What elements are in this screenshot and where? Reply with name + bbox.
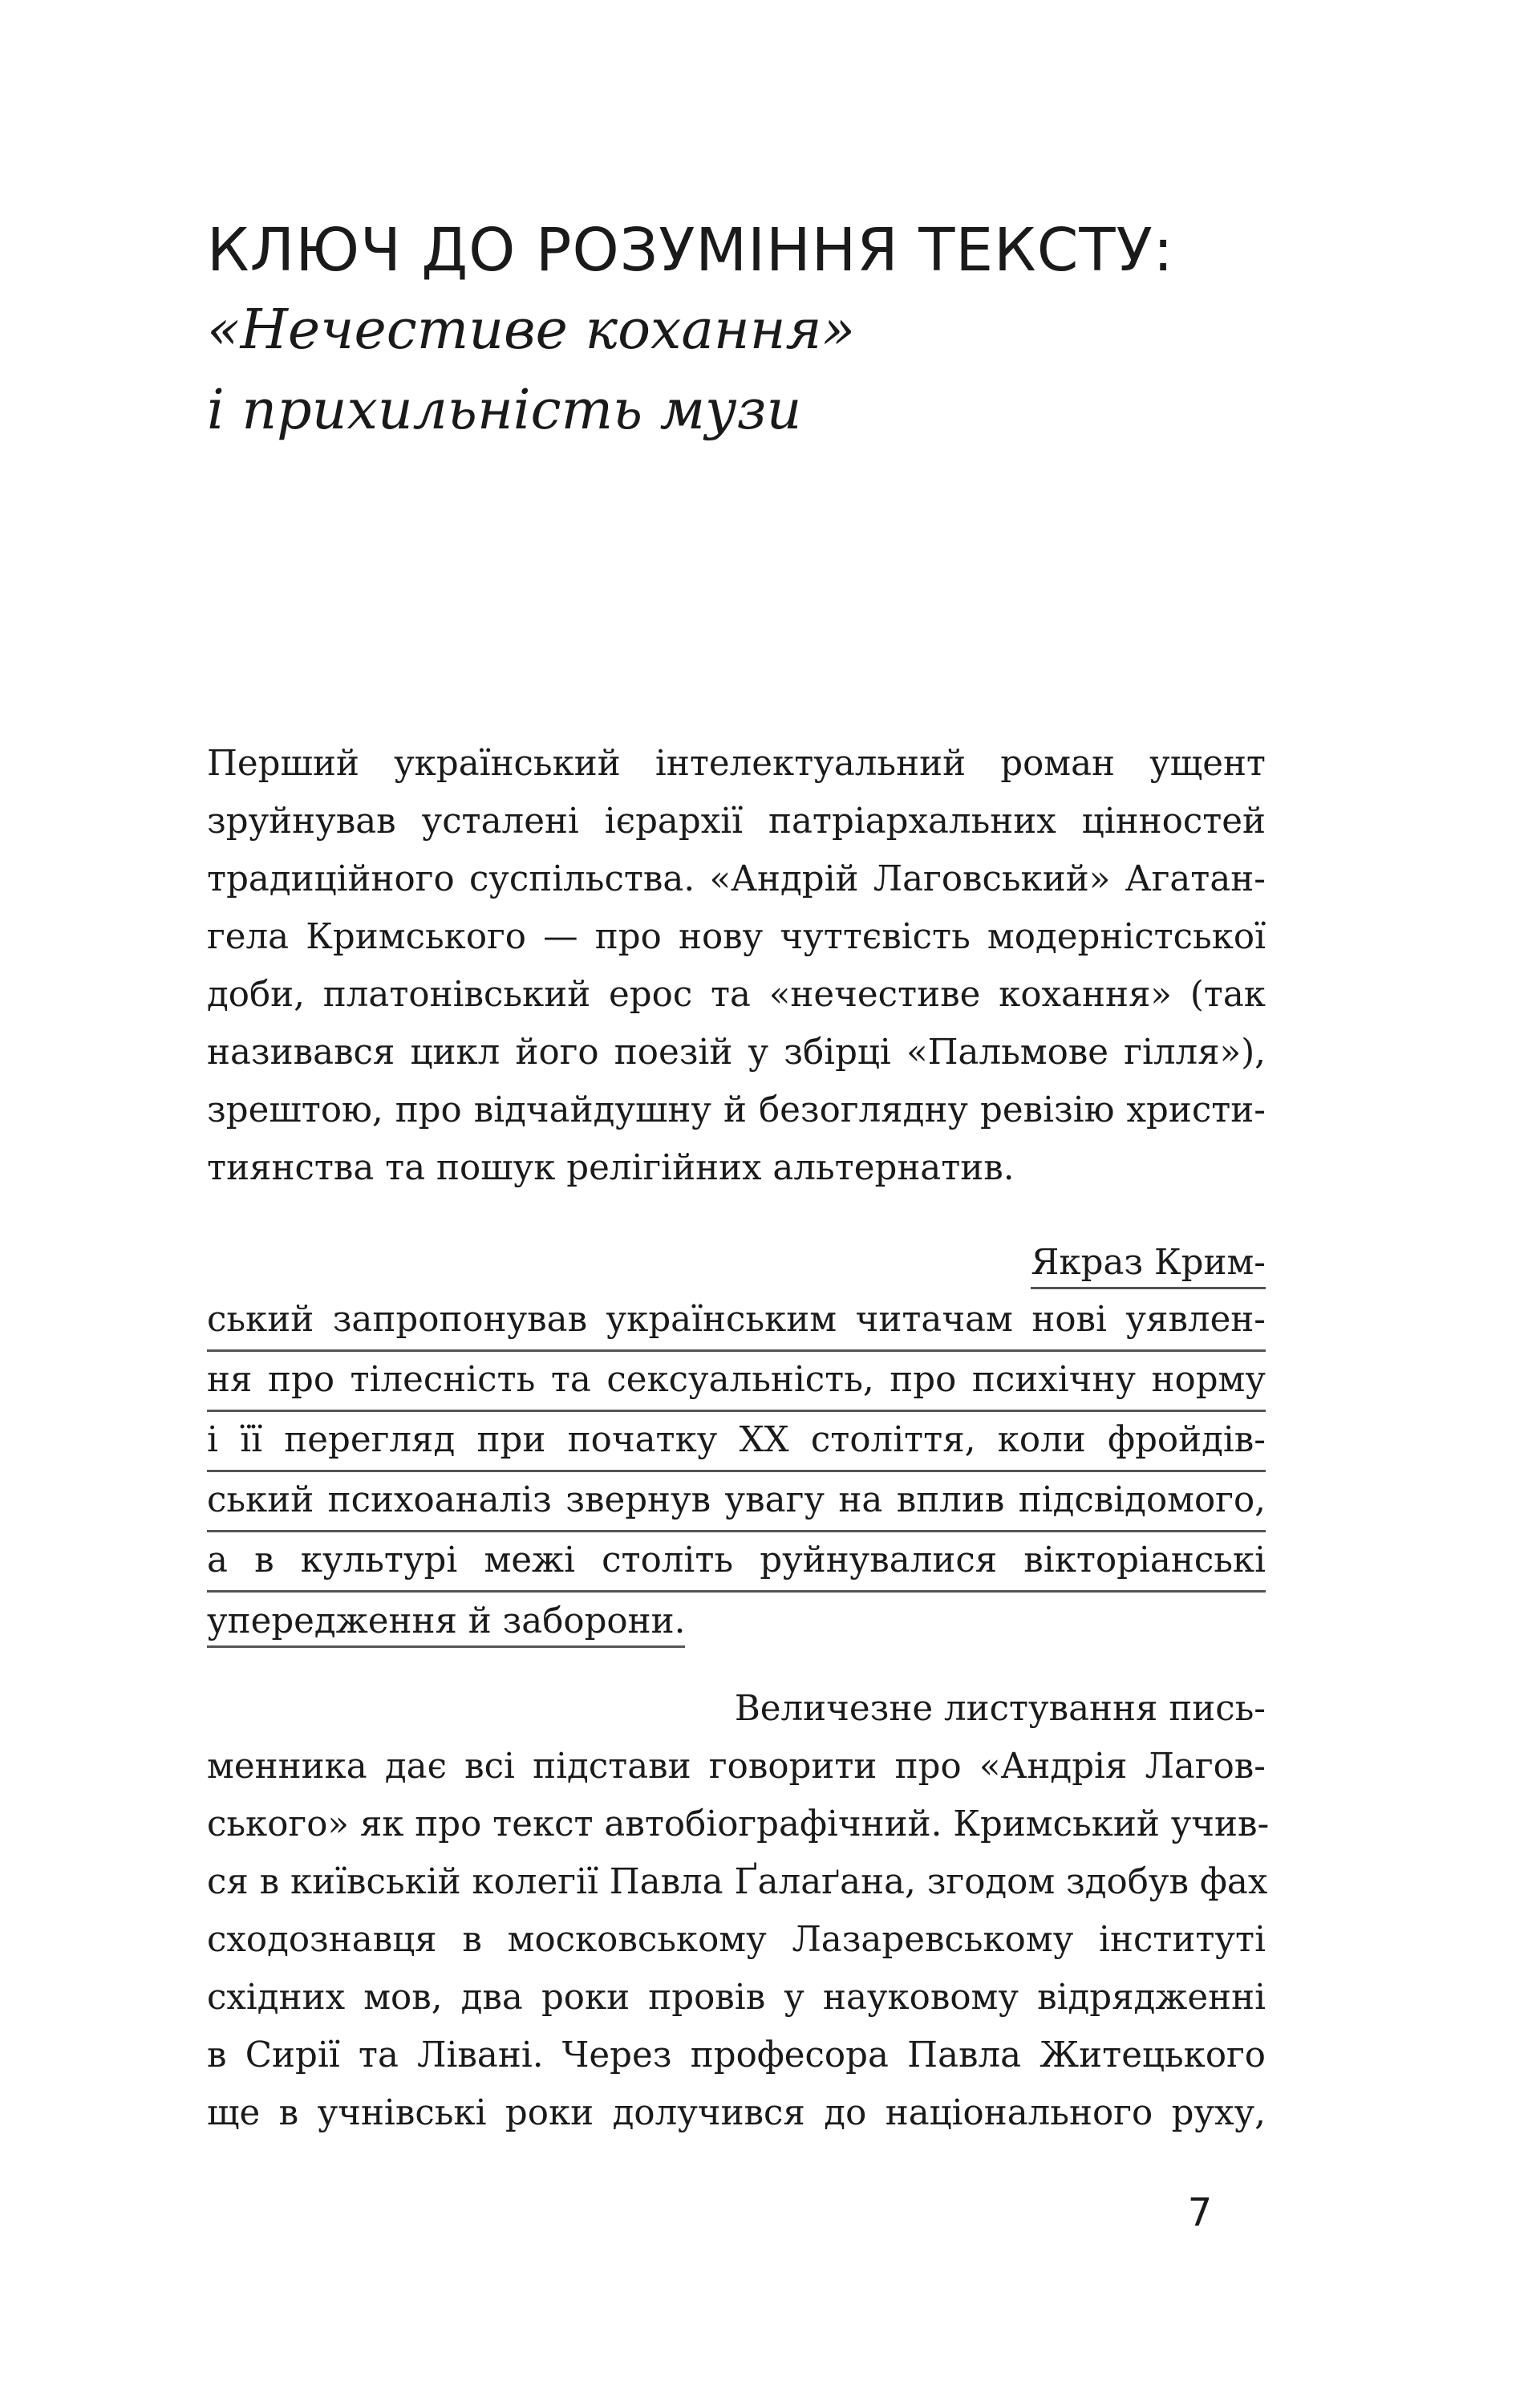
chapter-title (207, 210, 1346, 451)
text-line: зруйнував усталені ієрархії патріархальних цінностей (207, 801, 1266, 842)
text-line: ського» як про текст автобіографічний. Кримський учив- (207, 1804, 1270, 1844)
underlined-line: а в культурі межі століть руйнувалися вікторіанські (207, 1532, 1266, 1593)
paragraph-3 (207, 1680, 1270, 2142)
text-line: доби, платонівський ерос та «нечестиве кохання» (так (207, 975, 1266, 1015)
paragraph-2-underlined-passage (207, 1234, 1266, 1650)
text-line: Перший український інтелектуальний роман ущент (207, 744, 1266, 784)
text-line: ся в київській колегії Павла Ґалаґана, згодом здобув фах (207, 1862, 1268, 1902)
text-line: менника дає всі підстави говорити про «Андрія Лагов- (207, 1747, 1266, 1787)
text-line: сходознавця в московському Лазаревському інституті (207, 1920, 1266, 1960)
text-line: називався цикл його поезій у збірці «Пальмове гілля»), (207, 1033, 1266, 1073)
underlined-text: упередження й заборони. (207, 1597, 685, 1648)
underlined-line: ський психоаналіз звернув увагу на вплив підсвідомого, (207, 1472, 1266, 1532)
text-line: ще в учнівські роки долучився до національного руху, (207, 2093, 1266, 2133)
underlined-text: Якраз Крим- (1031, 1239, 1266, 1289)
underlined-line: ня про тілесність та сексуальність, про психічну норму (207, 1352, 1266, 1412)
underlined-line: ський запропонував українським читачам нові уявлен- (207, 1292, 1266, 1352)
underlined-line: і її перегляд при початку ХХ століття, коли фройдів- (207, 1412, 1266, 1472)
text-line: зрештою, про відчайдушну й безоглядну ревізію христи- (207, 1090, 1266, 1130)
chapter-title-line-3: і прихильність музи (207, 379, 802, 442)
page-number: 7 (1187, 2190, 1213, 2235)
text-line: Величезне листування пись- (734, 1689, 1266, 1729)
text-line: традиційного суспільства. «Андрій Лаговський» Агатан- (207, 859, 1266, 899)
text-line: східних мов, два роки провів у науковому відрядженні (207, 1978, 1266, 2018)
text-line (207, 1593, 1266, 1650)
text-line: в Сирії та Лівані. Через професора Павла Житецького (207, 2035, 1266, 2075)
chapter-title-line-1: КЛЮЧ ДО РОЗУМІННЯ ТЕКСТУ: (207, 216, 1174, 285)
text-line: гела Кримського — про нову чуттєвість модерністської (207, 917, 1266, 957)
text-line (207, 1234, 1266, 1292)
paragraph-1 (207, 735, 1266, 1197)
chapter-title-line-2: «Нечестиве кохання» (207, 298, 856, 362)
text-line: тиянства та пошук релігійних альтернатив. (207, 1148, 1015, 1188)
